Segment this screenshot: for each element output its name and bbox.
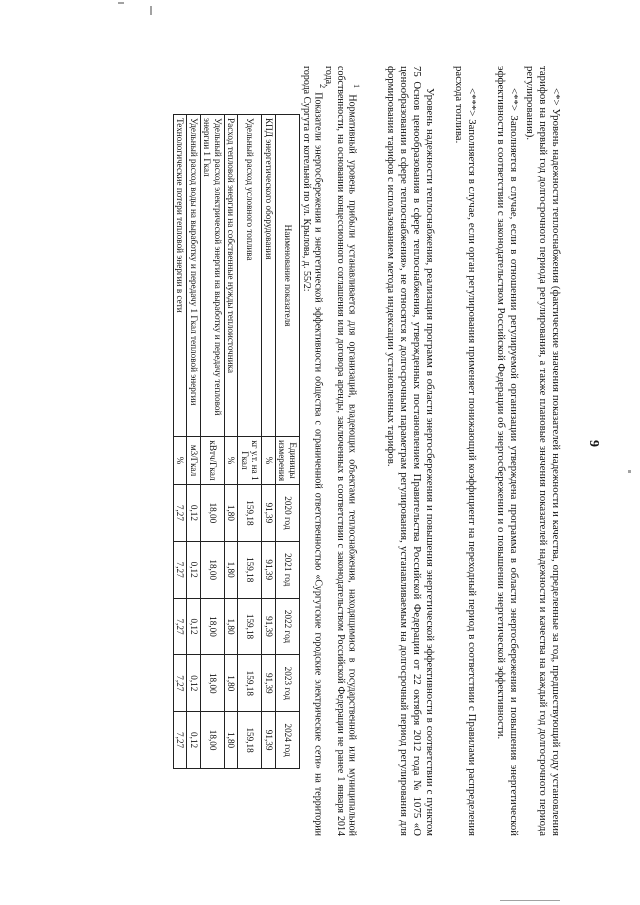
footnote-text: Показатели энергосбережения и энергетической эффективности общества с ограниченной ответственностью «Сургутские городские электрические сети» на территории города Сургута от котельной по ул. Крылова, д. 55/2: (300, 66, 324, 837)
value-cell: 91,39 (262, 712, 276, 769)
page-number: 9 (586, 440, 601, 447)
value-cell: 18,00 (201, 485, 225, 542)
value-cell: 1,80 (225, 598, 239, 655)
document-content (40, 52, 600, 852)
unit-cell: м3/Гкал (187, 437, 201, 485)
value-cell: 91,39 (262, 541, 276, 598)
value-cell: 0,12 (187, 655, 201, 712)
value-cell: 7,27 (174, 598, 188, 655)
value-cell: 18,00 (201, 541, 225, 598)
paragraph-long-term-parameters: Уровень надежности теплоснабжения, реализация программ в области энергосбережения и повышения энергетической эффективности в соответствии с пунктом 75 Основ ценообразования в сфере теплоснабжения, утвержденных постановлением Правительства Российской Федерации от 22 октября 2012 года № 1075 «О ценообразовании в сфере теплоснабжения», не относятся к долгосрочным параметрам регулирования, устанавливаемым на долгосрочный период регулирования для формирования тарифов с использованием метода индексации установленных тарифов. (385, 66, 436, 836)
value-cell: 1,80 (225, 541, 239, 598)
unit-cell: кг у.т. на 1 Гкал (238, 437, 262, 485)
value-cell: 7,27 (174, 541, 188, 598)
table-header-row (276, 115, 300, 769)
value-cell: 91,39 (262, 598, 276, 655)
value-cell: 1,80 (225, 655, 239, 712)
header-year: 2020 год (276, 485, 300, 542)
value-cell: 0,12 (187, 541, 201, 598)
footnote-text: Нормативный уровень прибыли устанавливается для организаций, владеющих объектами теплоснабжения, находящимися в государственной или муниципальной собственности, на основании концессионного соглашения или договора аренды, заключенных в соответствии с законодательством Российской Федерации не ранее 1 января 2014 года. (322, 66, 358, 836)
value-cell: 159,18 (238, 485, 262, 542)
table-row (174, 115, 188, 769)
value-cell: 0,12 (187, 485, 201, 542)
value-cell: 7,27 (174, 485, 188, 542)
unit-cell: кВтч/Гкал (201, 437, 225, 485)
value-cell: 1,80 (225, 712, 239, 769)
header-unit: Единицы измерения (276, 437, 300, 485)
value-cell: 0,12 (187, 598, 201, 655)
table-row (225, 115, 239, 769)
indicator-name: Удельный расход электрической энергии на выработку и передачу тепловой энергии 1 Гкал (201, 115, 225, 437)
value-cell: 7,27 (174, 712, 188, 769)
value-cell: 1,80 (225, 485, 239, 542)
rotated-document-body (40, 52, 600, 852)
indicator-name: Удельный расход условного топлива (238, 115, 262, 437)
table-row (262, 115, 276, 769)
footnote-2 (300, 66, 328, 836)
value-cell: 159,18 (238, 655, 262, 712)
indicator-name: Расход тепловой энергии на собственные нужды теплоисточника (225, 115, 239, 437)
table-row (238, 115, 262, 769)
energy-efficiency-table (173, 114, 300, 769)
value-cell: 0,12 (187, 712, 201, 769)
note-reliability: <*> Уровень надежности теплоснабжения (фактические значения показателей надежности и качества, определенные за год, предшествующий году установления тарифов на первый год долгосрочного периода регулирования, а также плановые значения показателей надежности и качества на каждый год долгосрочного периода регулирования). (524, 66, 562, 836)
scan-speck (500, 900, 560, 901)
value-cell: 91,39 (262, 485, 276, 542)
value-cell: 91,39 (262, 655, 276, 712)
unit-cell: % (174, 437, 188, 485)
value-cell: 18,00 (201, 655, 225, 712)
note-fuel-distribution: <***> Заполняется в случае, если орган регулирования применяет понижающий коэффициент на переходный период в соответствии с Правилами распределения расхода топлива. (453, 66, 478, 836)
table-row (201, 115, 225, 769)
footnote-mark: 1 (352, 84, 361, 89)
header-year: 2022 год (276, 598, 300, 655)
header-indicator: Наименование показателя (276, 115, 300, 437)
value-cell: 159,18 (238, 712, 262, 769)
value-cell: 18,00 (201, 712, 225, 769)
value-cell: 7,27 (174, 655, 188, 712)
footnote-mark: 2 (318, 84, 327, 89)
header-year: 2023 год (276, 655, 300, 712)
indicator-name: Удельный расход воды на выработку и передачу 1 Гкал тепловой энергии (187, 115, 201, 437)
value-cell: 18,00 (201, 598, 225, 655)
value-cell: 159,18 (238, 541, 262, 598)
unit-cell: % (225, 437, 239, 485)
scan-speck (118, 2, 124, 4)
indicator-name: КПД энергетического оборудования (262, 115, 276, 437)
scan-speck (628, 470, 631, 473)
header-year: 2021 год (276, 541, 300, 598)
indicator-name: Технологические потери тепловой энергии в сети (174, 115, 188, 437)
scan-speck (150, 6, 152, 15)
header-year: 2024 год (276, 712, 300, 769)
unit-cell: % (262, 437, 276, 485)
table-row (187, 115, 201, 769)
value-cell: 159,18 (238, 598, 262, 655)
note-energy-saving: <**> Заполняется в случае, если в отношении регулируемой организации утверждена программа в области энергосбережения и повышения энергетической эффективности в соответствии с законодательством Российской Федерации об энергосбережении и о повышении энергетической эффективности. (495, 66, 520, 836)
